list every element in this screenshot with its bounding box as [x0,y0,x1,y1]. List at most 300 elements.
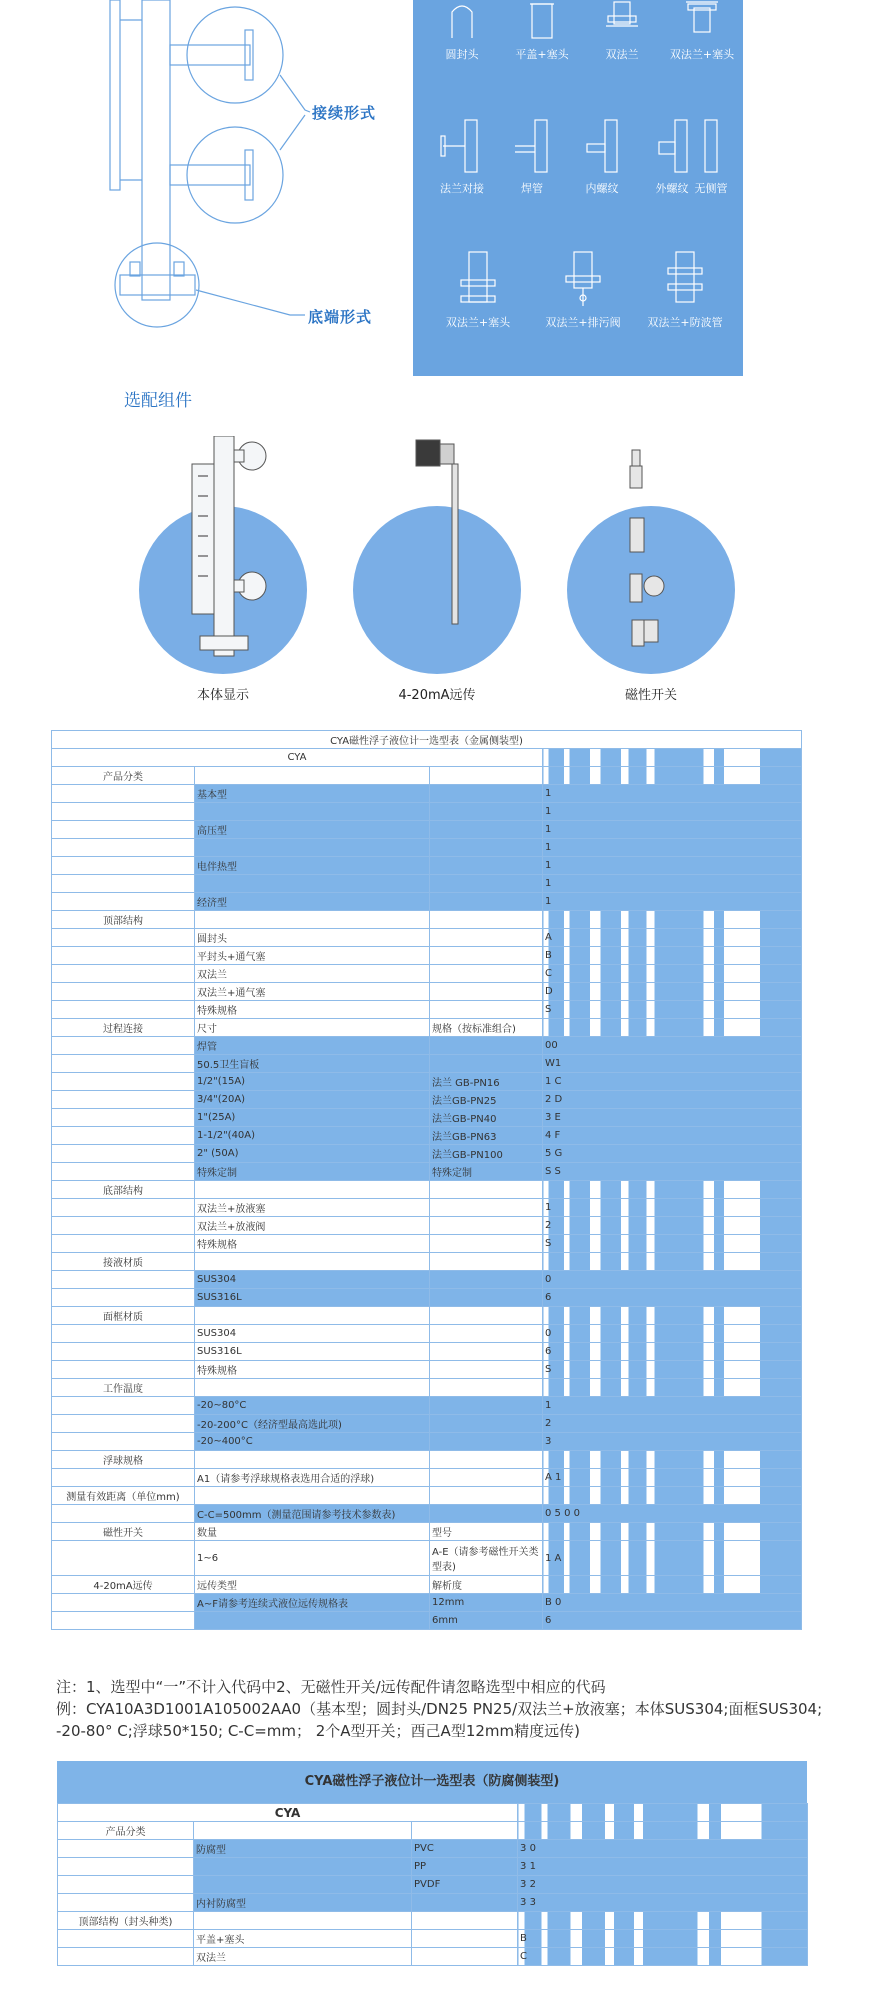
conn-item-flat-cap-plug [496,0,588,62]
table-cell-cat [52,947,195,965]
table-cell-cat [58,1894,194,1912]
conn-item-double-flange-plug-2 [423,248,533,330]
table-row [52,983,802,1001]
table-cell-spec [430,947,543,965]
conn-item-label: 双法兰+塞头 [669,48,735,61]
section-title-options: 选配组件 [124,391,192,411]
table-cell-code: 3 0 [518,1840,808,1858]
table-cell-code: 1 [543,785,802,803]
table-cell-code: 0 [543,1271,802,1289]
table-cell-cat [52,1343,195,1361]
table-cell-cat: 磁性开关 [52,1523,195,1541]
conn-item-label: 双法兰+防波管 [647,316,723,329]
table-cell-code: 1 C [543,1073,802,1091]
table-cell-spec [430,1469,543,1487]
table-cell-spec [412,1822,518,1840]
table-cell-code: 1 [543,821,802,839]
table-cell-code [543,1253,802,1271]
table-cell-name: 圆封头 [195,929,430,947]
table-cell-code: D [543,983,802,1001]
table-cell-cat [52,1001,195,1019]
table-row [58,1840,808,1858]
table-row [52,1451,802,1469]
conn-item-label: 内螺纹 [585,182,619,195]
option-label-transmitter: 4-20mA远传 [398,688,476,703]
table-row [52,1145,802,1163]
table-cell-code [543,1307,802,1325]
table-cell-cat [52,1109,195,1127]
table-cell-spec [430,821,543,839]
table-row [52,1487,802,1505]
table-row [52,875,802,893]
table-cell-spec [430,1271,543,1289]
table-cell-name: 50.5卫生盲板 [195,1055,430,1073]
table-cell-cat [52,929,195,947]
table-cell-spec [430,893,543,911]
table-cell-cat [58,1930,194,1948]
table-cell-cat [58,1948,194,1966]
table-cell-name [195,803,430,821]
table-cell-name: 特殊定制 [195,1163,430,1181]
table-cell-code: 2 [543,1217,802,1235]
table-cell-name: 1"(25A) [195,1109,430,1127]
table-row [52,1361,802,1379]
table-cell-spec [430,1289,543,1307]
table-row [52,1181,802,1199]
table-cell-spec: A-E（请参考磁性开关类型表) [430,1541,543,1576]
table-cell-code [518,1822,808,1840]
table-cell-code: 4 F [543,1127,802,1145]
notes-line-2: 例：CYA10A3D1001A105002AA0（基本型；圆封头/DN25 PN25/双法兰+放液塞；本体SUS304;面框SUS304; -20-80° C;浮球50*150; C-C=mm； 2个A型开关；酉己A型12mm精度远传) [56,1700,823,1740]
table-cell-name: SUS304 [195,1271,430,1289]
table-row [52,1397,802,1415]
table-row [52,1199,802,1217]
table-cell-name: 焊管 [195,1037,430,1055]
table-cell-code: B [518,1930,808,1948]
table-cell-name: 尺寸 [195,1019,430,1037]
table-cell-spec: 法兰GB-PN63 [430,1127,543,1145]
table-cell-code: S S [543,1163,802,1181]
table-row [58,1894,808,1912]
table-cell-code: 2 [543,1415,802,1433]
table-cell-cat [52,1361,195,1379]
gauge-diagram [100,0,430,330]
table-cell-spec: 12mm [430,1594,543,1612]
table-cell-cat [52,821,195,839]
table-row [52,821,802,839]
table-cell-spec [412,1894,518,1912]
conn-item-label: 外螺纹 [655,182,689,195]
table-row [52,767,802,785]
table-row [52,947,802,965]
conn-item-label: 圆封头 [445,48,479,61]
table-row [58,1822,808,1840]
table-cell-code: 3 3 [518,1894,808,1912]
table-cell-cat [58,1840,194,1858]
table-cell-name [194,1822,412,1840]
conn-item-label: 平盖+塞头 [515,48,569,61]
table-cell-code: 2 D [543,1091,802,1109]
table-cell-spec [430,1433,543,1451]
table-cell-name: 远传类型 [195,1576,430,1594]
table-cell-cat [52,1612,195,1630]
table-cell-spec [430,1253,543,1271]
table-cell-code: 1 [543,839,802,857]
table-row [52,1001,802,1019]
table-cell-name: A~F请参考连续式液位远传规格表 [195,1594,430,1612]
table-row [52,1127,802,1145]
double-flange-icon [602,0,642,40]
table-cell-name: 平封头+通气塞 [195,947,430,965]
table-row [52,1523,802,1541]
table-cell-spec [430,785,543,803]
table-cell-spec: 解析度 [430,1576,543,1594]
table-row [52,785,802,803]
table-row [52,1271,802,1289]
table-cell-name: A1（请参考浮球规格表选用合适的浮球) [195,1469,430,1487]
table-cell-code: A [543,929,802,947]
table-cell-spec: PP [412,1858,518,1876]
conn-item-double-flange-drain [528,248,638,330]
table-cell-spec [430,1307,543,1325]
table-cell-name: 3/4"(20A) [195,1091,430,1109]
table-cell-code: 1 [543,1199,802,1217]
table-cell-code: 1 [543,857,802,875]
internal-thread-icon [577,118,627,174]
table-cell-cat [58,1876,194,1894]
table-cell-cat: 顶部结构 [52,911,195,929]
table-cell-spec: PVC [412,1840,518,1858]
table-cell-code: A 1 [543,1469,802,1487]
table-row [52,1253,802,1271]
table-cell-code: 1 [543,893,802,911]
table-row [52,1091,802,1109]
table-cell-code: 3 E [543,1109,802,1127]
table-cell-name: 双法兰 [195,965,430,983]
weld-pipe-icon [507,118,557,174]
table-cell-code [543,767,802,785]
table-cell-code: B 0 [543,1594,802,1612]
table-row [58,1930,808,1948]
table-row [52,911,802,929]
table-cell-code: S [543,1001,802,1019]
conn-item-no-side-pipe [686,118,736,196]
selection-table-2 [57,1803,808,1966]
table-cell-spec [430,1199,543,1217]
table-cell-cat [52,1397,195,1415]
conn-item-label: 双法兰+排污阀 [545,316,621,329]
table-cell-cat [52,1217,195,1235]
table-cell-code [543,1379,802,1397]
table-cell-code: 0 [543,1325,802,1343]
table-cell-cat: 4-20mA远传 [52,1576,195,1594]
table-row [52,965,802,983]
table-cell-name [195,1379,430,1397]
table-cell-cat [52,1199,195,1217]
table-cell-spec [430,965,543,983]
table-row [52,1594,802,1612]
table-cell-cat: 产品分类 [52,767,195,785]
table-cell-spec [430,1505,543,1523]
table-cell-code: 6 [543,1612,802,1630]
table-cell-spec: 法兰GB-PN25 [430,1091,543,1109]
table-cell-cat [52,1289,195,1307]
table-cell-spec [430,1181,543,1199]
table-row [58,1876,808,1894]
table-cell-cat [52,875,195,893]
table-cell-name [195,839,430,857]
table-cell-spec [430,1487,543,1505]
table-cell-code: S [543,1235,802,1253]
table-cell-spec [430,839,543,857]
table-cell-name [195,1487,430,1505]
table-cell-spec [430,1001,543,1019]
table-cell-cat [52,1271,195,1289]
table-cell-name: 基本型 [195,785,430,803]
table-cell-spec [430,1397,543,1415]
table-row [52,1505,802,1523]
table-cell-spec: 法兰 GB-PN16 [430,1073,543,1091]
table-cell-spec [430,803,543,821]
table-cell-name: 1~6 [195,1541,430,1576]
body-display-illustration [190,436,270,666]
table-cell-name: 1-1/2"(40A) [195,1127,430,1145]
table-cell-name: 数量 [195,1523,430,1541]
option-label-switch: 磁性开关 [624,688,677,703]
table-cell-spec: 法兰GB-PN40 [430,1109,543,1127]
table-row [52,929,802,947]
conn-item-label: 双法兰+塞头 [445,316,511,329]
table-row [52,1433,802,1451]
conn-item-double-flange [576,0,668,62]
table-cell-cat [52,983,195,1001]
table-cell-cat [52,857,195,875]
table-cell-spec: 6mm [430,1612,543,1630]
table-cell-code: C [518,1948,808,1966]
transmitter-illustration [410,438,470,628]
table-cell-cat [52,1541,195,1576]
table-cell-spec: 法兰GB-PN100 [430,1145,543,1163]
table-cell-name: 高压型 [195,821,430,839]
table-row [52,893,802,911]
round-head-icon [442,0,482,40]
table-cell-spec [412,1912,518,1930]
table-cell-code: S [543,1361,802,1379]
table-cell-cat [52,1037,195,1055]
table-cell-spec [430,929,543,947]
table-cell-spec [430,875,543,893]
table-cell-spec [430,1055,543,1073]
table-cell-spec [430,1415,543,1433]
table-cell-code [543,1181,802,1199]
table-cell-name: SUS316L [195,1343,430,1361]
table-cell-cat [52,1469,195,1487]
table-cell-name: 双法兰+放液塞 [195,1199,430,1217]
table-cell-spec [430,1325,543,1343]
magnetic-switch-illustration [620,448,680,648]
table-cell-cat [52,1145,195,1163]
table-cell-cat [52,1073,195,1091]
table-cell-cat: 产品分类 [58,1822,194,1840]
table-cell-code: 00 [543,1037,802,1055]
table-cell-cat [52,1325,195,1343]
table-cell-spec [430,1451,543,1469]
table-cell-spec [430,1037,543,1055]
drain-valve-icon [558,248,608,308]
table-cell-name [194,1912,412,1930]
table-row [52,1415,802,1433]
table-row [52,1379,802,1397]
table-cell-cat: 面框材质 [52,1307,195,1325]
table-cell-code [543,1523,802,1541]
table-row [52,1289,802,1307]
double-flange-plug-icon [453,248,503,308]
table-cell-name [195,1253,430,1271]
table-cell-spec: 型号 [430,1523,543,1541]
wave-tube-icon [660,248,710,308]
table-cell-name: 电伴热型 [195,857,430,875]
conn-item-label: 双法兰 [605,48,639,61]
table-row [52,1343,802,1361]
table-cell-name: C-C=500mm（测量范围请参考技术参数表) [195,1505,430,1523]
table-row [52,1541,802,1576]
table-row [52,1612,802,1630]
table-cell-cat: 过程连接 [52,1019,195,1037]
conn-item-label: 法兰对接 [440,182,484,195]
table-cell-spec [430,911,543,929]
table-cell-name [195,1612,430,1630]
table-cell-code [543,1019,802,1037]
notes [56,1676,826,1742]
table-cell-spec: 规格（按标准组合) [430,1019,543,1037]
table-row [52,1576,802,1594]
table-cell-cat [52,1163,195,1181]
table-cell-code: 1 [543,875,802,893]
table-cell-code: B [543,947,802,965]
table-cell-code: 5 G [543,1145,802,1163]
table-cell-cat [58,1858,194,1876]
table2-model: CYA [58,1804,518,1822]
table-cell-name: -20-200°C（经济型最高选此项) [195,1415,430,1433]
table1-model: CYA [52,749,543,767]
table-cell-spec [430,1379,543,1397]
table-cell-code [543,1451,802,1469]
table-cell-cat [52,1594,195,1612]
table-row [52,1325,802,1343]
table-cell-spec [430,1235,543,1253]
table-row [52,1055,802,1073]
table-cell-cat: 接液材质 [52,1253,195,1271]
table1-model-codes [543,749,802,767]
table-cell-name: -20~400°C [195,1433,430,1451]
table-cell-cat [52,1127,195,1145]
table-cell-name: SUS304 [195,1325,430,1343]
connection-form-callout: 接续形式 [312,104,377,122]
selection-table-1 [51,730,802,1630]
table-cell-cat: 测量有效距离（单位mm) [52,1487,195,1505]
table-cell-name: 内衬防腐型 [194,1894,412,1912]
table-cell-spec: 特殊定制 [430,1163,543,1181]
table-cell-name [195,1181,430,1199]
table-row [52,1469,802,1487]
table-cell-cat: 底部结构 [52,1181,195,1199]
table-cell-code: 1 A [543,1541,802,1576]
table-cell-code: 0 5 0 0 [543,1505,802,1523]
table-cell-name [194,1858,412,1876]
table-cell-cat [52,1415,195,1433]
table1-title: CYA磁性浮子液位计一选型表（金属侧装型) [52,731,802,749]
table2-title: CYA磁性浮子液位计一选型表（防腐侧装型) [57,1761,807,1803]
notes-line-1: 注：1、选型中“一”不计入代码中2、无磁性开关/远传配件请忽略选型中相应的代码 [56,1678,606,1696]
table-cell-spec [412,1948,518,1966]
conn-item-label: 焊管 [521,182,543,195]
table-cell-cat [52,965,195,983]
table-cell-name: 双法兰+通气塞 [195,983,430,1001]
table-cell-code: 6 [543,1343,802,1361]
double-flange-plug-icon [682,0,722,40]
table-row [52,1073,802,1091]
table-row [52,1019,802,1037]
table-cell-cat [52,1433,195,1451]
table2-model-codes [518,1804,808,1822]
table-cell-cat [52,803,195,821]
connection-types-panel [413,0,743,376]
table-cell-code: 3 [543,1433,802,1451]
table-cell-name [195,1307,430,1325]
table-row [58,1912,808,1930]
bottom-form-callout: 底端形式 [308,308,373,326]
table-cell-cat [52,839,195,857]
table-row [52,857,802,875]
table-cell-name: 2" (50A) [195,1145,430,1163]
table-row [52,1163,802,1181]
no-side-pipe-icon [691,118,731,174]
table-cell-cat: 顶部结构（封头种类) [58,1912,194,1930]
table-cell-name [195,875,430,893]
table-cell-cat [52,785,195,803]
table-cell-name: 特殊规格 [195,1001,430,1019]
flange-butt-icon [437,118,487,174]
table-cell-code [518,1912,808,1930]
table-row [52,1109,802,1127]
table-cell-name: 平盖+塞头 [194,1930,412,1948]
table-cell-name: 双法兰 [194,1948,412,1966]
conn-item-label: 无侧管 [694,182,728,195]
table-cell-cat: 工作温度 [52,1379,195,1397]
table-cell-code: 3 2 [518,1876,808,1894]
table-cell-spec [430,1343,543,1361]
table-cell-cat [52,1055,195,1073]
table-cell-cat [52,1091,195,1109]
table-row [58,1858,808,1876]
table-cell-name: 双法兰+放液阀 [195,1217,430,1235]
table-cell-spec [430,983,543,1001]
conn-item-round-head [416,0,508,62]
table-cell-name: SUS316L [195,1289,430,1307]
table-cell-name [194,1876,412,1894]
table-cell-spec: PVDF [412,1876,518,1894]
table-row [52,1235,802,1253]
table-cell-code: C [543,965,802,983]
table-cell-code [543,1576,802,1594]
table-cell-spec [412,1930,518,1948]
table-row [52,839,802,857]
conn-item-double-flange-plug [656,0,748,62]
table-cell-code: 1 [543,1397,802,1415]
table-cell-code: 1 [543,803,802,821]
table-cell-spec [430,1217,543,1235]
table-row [58,1948,808,1966]
